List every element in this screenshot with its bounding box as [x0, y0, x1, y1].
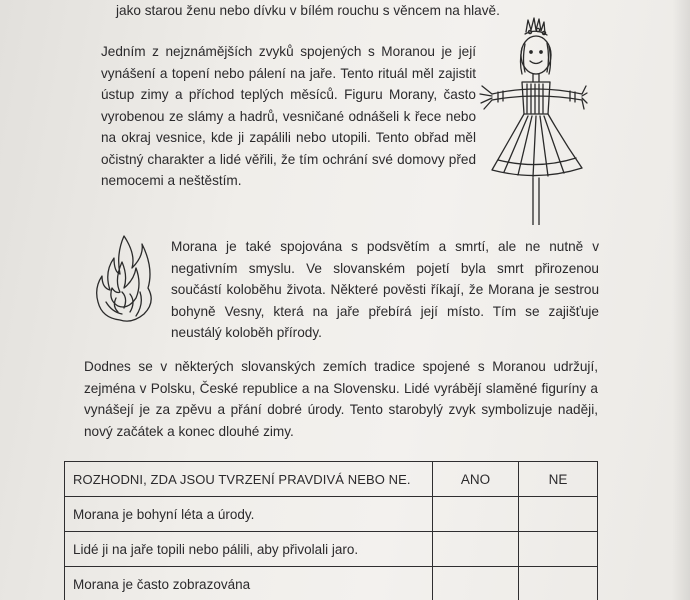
answer-no-cell-2[interactable]: [519, 532, 598, 567]
page-shadow: [672, 0, 690, 600]
paragraph-tradition: Dodnes se v některých slovanských zemích tradice spojené s Moranou udržují, zejména v Polsku, České republice a na Slovensku. Lidé vyrábějí slaměné figuríny a vynášejí je za zpěvu a přání dobré úrody. Tento starobylý zvyk symbolizuje naději, nový začátek a konec dlouhé zimy.: [84, 359, 598, 439]
morana-doll-drawing: [478, 10, 588, 225]
true-false-table: [64, 461, 598, 600]
answer-no-cell-3[interactable]: [519, 567, 598, 600]
paragraph-custom: Jedním z nejznámějších zvyků spojených s Moranou je její vynášení a topení nebo pálení na jaře. Tento rituál měl zajistit ústup zimy a příchod teplých měsíců. Figuru Morany, často vyrobenou ze slámy a hadrů, vesničané odnášeli k řece nebo na okraj vesnice, kde ji zapálili nebo utopili. Tento obřad měl očistný charakter a lidé věřili, že tím ochrání své domovy před nemocemi a neštěstím.: [101, 44, 476, 188]
table-header-no: NE: [519, 462, 598, 497]
answer-yes-cell-1[interactable]: [433, 497, 519, 532]
intro-fragment: jako starou ženu nebo dívku v bílém rouchu s věncem na hlavě.: [116, 3, 500, 18]
statement-2: Lidé ji na jaře topili nebo pálili, aby přivolali jaro.: [65, 532, 433, 567]
answer-no-cell-1[interactable]: [519, 497, 598, 532]
table-header-row: [65, 462, 598, 497]
table-row: [65, 567, 598, 600]
answer-yes-cell-3[interactable]: [433, 567, 519, 600]
paragraph-underworld: Morana je také spojována s podsvětím a smrtí, ale ne nutně v negativním smyslu. Ve slovanském pojetí byla smrt přirozenou součástí koloběhu života. Některé pověsti říkají, že Morana je sestrou bohyně Vesny, která na jaře přebírá její místo. Tím se zajišťuje neustálý koloběh přírody.: [171, 239, 599, 340]
table-header-question: ROZHODNI, ZDA JSOU TVRZENÍ PRAVDIVÁ NEBO NE.: [65, 462, 433, 497]
answer-yes-cell-2[interactable]: [433, 532, 519, 567]
statement-3: Morana je často zobrazována: [65, 567, 433, 600]
table-header-yes: ANO: [433, 462, 519, 497]
table-row: [65, 532, 598, 567]
fire-drawing: [92, 232, 156, 324]
statement-1: Morana je bohyní léta a úrody.: [65, 497, 433, 532]
table-row: [65, 497, 598, 532]
